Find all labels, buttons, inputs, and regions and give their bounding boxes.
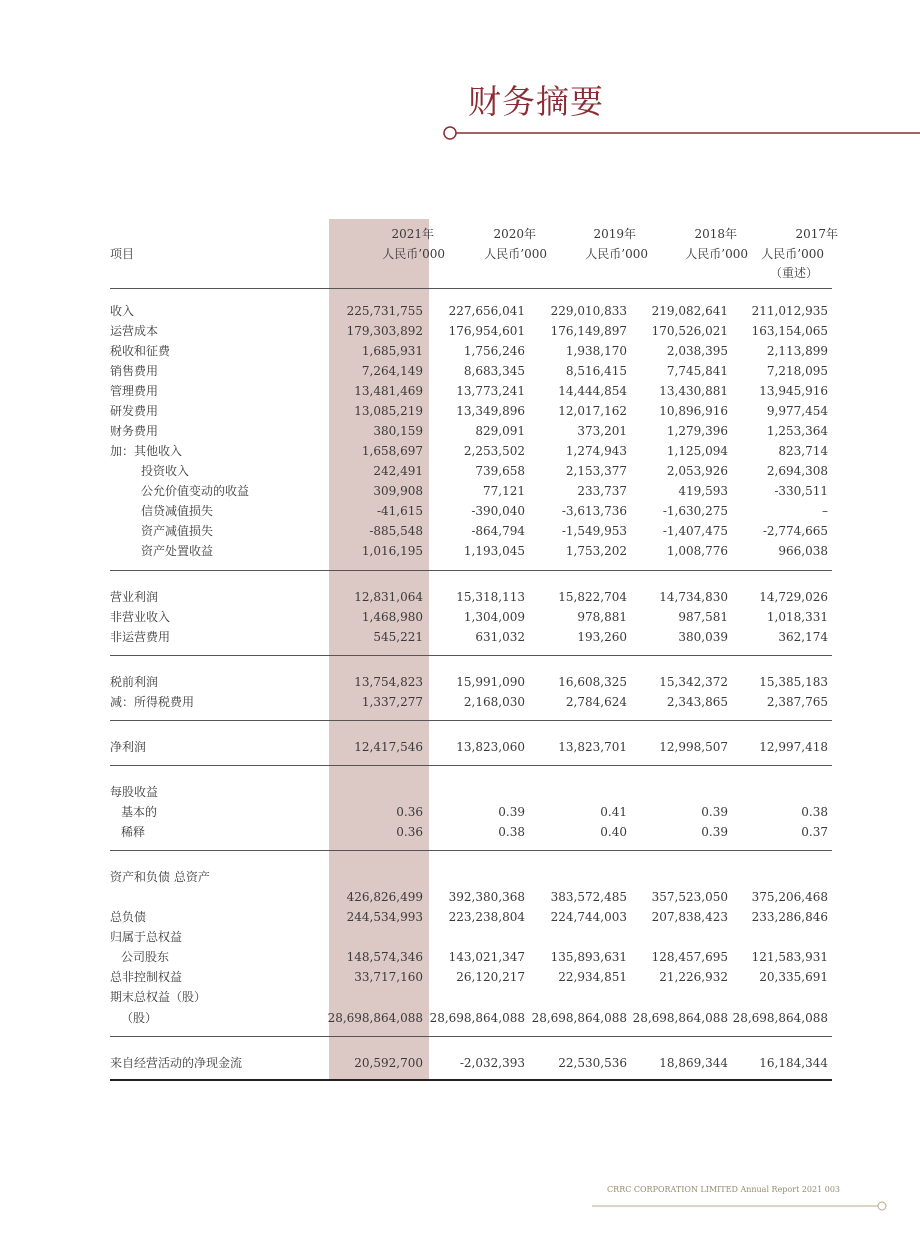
row-label: 期末总权益（股） bbox=[110, 990, 207, 1004]
section-rule bbox=[110, 765, 832, 766]
row-value-2020: 829,091 bbox=[475, 424, 525, 438]
row-value-2020: 26,120,217 bbox=[456, 970, 525, 984]
row-value-2018: 2,343,865 bbox=[666, 695, 728, 709]
row-value-2020: 28,698,864,088 bbox=[429, 1011, 525, 1025]
row-value-2019: 14,444,854 bbox=[558, 384, 627, 398]
row-label: 公司股东 bbox=[121, 950, 170, 964]
row-value-2018: 0.39 bbox=[701, 805, 728, 819]
row-value-2020: 176,954,601 bbox=[448, 324, 525, 338]
table-row bbox=[0, 361, 920, 381]
table-row bbox=[0, 501, 920, 521]
row-label: 总负债 bbox=[110, 910, 147, 924]
row-label: 财务费用 bbox=[110, 424, 159, 438]
row-value-2019: 978,881 bbox=[577, 610, 627, 624]
table-row bbox=[0, 587, 920, 607]
section-rule bbox=[110, 1036, 832, 1037]
row-value-2017: -2,774,665 bbox=[762, 524, 828, 538]
row-value-2021: -885,548 bbox=[369, 524, 423, 538]
row-value-2019: 2,153,377 bbox=[565, 464, 627, 478]
row-value-2020: 1,304,009 bbox=[463, 610, 525, 624]
row-label: 资产处置收益 bbox=[141, 544, 214, 558]
table-row bbox=[0, 521, 920, 541]
row-value-2021: 0.36 bbox=[396, 825, 423, 839]
row-value-2017: 211,012,935 bbox=[751, 304, 828, 318]
row-value-2020: 223,238,804 bbox=[448, 910, 525, 924]
row-value-2018: -1,630,275 bbox=[662, 504, 728, 518]
unit-header-2019: 人民币’000 bbox=[585, 247, 648, 261]
row-value-2017: 15,385,183 bbox=[759, 675, 828, 689]
row-value-2018: 128,457,695 bbox=[651, 950, 728, 964]
row-value-2017: 1,018,331 bbox=[766, 610, 828, 624]
row-value-2018: 207,838,423 bbox=[651, 910, 728, 924]
restated-note: （重述） bbox=[769, 266, 818, 280]
row-label: 运营成本 bbox=[110, 324, 159, 338]
table-row bbox=[0, 782, 920, 802]
row-value-2021: 380,159 bbox=[373, 424, 423, 438]
table-row bbox=[0, 461, 920, 481]
row-value-2019: 22,934,851 bbox=[558, 970, 627, 984]
row-label: 非运营费用 bbox=[110, 630, 171, 644]
row-value-2018: 170,526,021 bbox=[651, 324, 728, 338]
row-value-2019: 233,737 bbox=[577, 484, 627, 498]
row-value-2017: 1,253,364 bbox=[766, 424, 828, 438]
row-value-2018: 987,581 bbox=[678, 610, 728, 624]
row-value-2021: 309,908 bbox=[373, 484, 423, 498]
table-row bbox=[0, 441, 920, 461]
row-value-2019: 229,010,833 bbox=[550, 304, 627, 318]
row-label: 总非控制权益 bbox=[110, 970, 183, 984]
row-label: 信贷减值损失 bbox=[141, 504, 214, 518]
row-value-2017: 233,286,846 bbox=[751, 910, 828, 924]
row-value-2018: 28,698,864,088 bbox=[632, 1011, 728, 1025]
row-value-2020: 143,021,347 bbox=[448, 950, 525, 964]
row-value-2021: 7,264,149 bbox=[361, 364, 423, 378]
table-row bbox=[0, 672, 920, 692]
year-header-2020: 2020年 bbox=[493, 227, 536, 241]
table-bottom-rule bbox=[110, 1079, 832, 1081]
row-label: 稀释 bbox=[121, 825, 146, 839]
footer-rule-with-circle bbox=[592, 1200, 892, 1212]
footer-text: CRRC CORPORATION LIMITED Annual Report 2021 003 bbox=[607, 1185, 840, 1194]
row-label: 资产减值损失 bbox=[141, 524, 214, 538]
row-value-2021: 148,574,346 bbox=[346, 950, 423, 964]
table-row bbox=[0, 967, 920, 987]
row-value-2020: 1,756,246 bbox=[463, 344, 525, 358]
row-value-2021: 1,685,931 bbox=[361, 344, 423, 358]
row-value-2018: -1,407,475 bbox=[662, 524, 728, 538]
row-value-2018: 1,125,094 bbox=[666, 444, 728, 458]
row-label: 净利润 bbox=[110, 740, 147, 754]
row-value-2018: 1,008,776 bbox=[666, 544, 728, 558]
year-header-2018: 2018年 bbox=[694, 227, 737, 241]
row-value-2020: -390,040 bbox=[471, 504, 525, 518]
row-label: 营业利润 bbox=[110, 590, 159, 604]
row-value-2020: -2,032,393 bbox=[459, 1056, 525, 1070]
row-value-2017: 163,154,065 bbox=[751, 324, 828, 338]
row-value-2019: 193,260 bbox=[577, 630, 627, 644]
table-row bbox=[0, 627, 920, 647]
row-value-2019: 0.41 bbox=[600, 805, 627, 819]
row-value-2021: 0.36 bbox=[396, 805, 423, 819]
row-label: 公允价值变动的收益 bbox=[141, 484, 250, 498]
year-header-2021: 2021年 bbox=[391, 227, 434, 241]
row-value-2017: 12,997,418 bbox=[759, 740, 828, 754]
row-value-2018: 357,523,050 bbox=[651, 890, 728, 904]
table-row bbox=[0, 1053, 920, 1073]
row-value-2019: 1,938,170 bbox=[565, 344, 627, 358]
table-row bbox=[0, 607, 920, 627]
row-label: 收入 bbox=[110, 304, 135, 318]
item-header: 项目 bbox=[110, 247, 135, 261]
unit-header-2020: 人民币’000 bbox=[484, 247, 547, 261]
row-value-2020: 0.39 bbox=[498, 805, 525, 819]
row-value-2017: 2,387,765 bbox=[766, 695, 828, 709]
row-value-2018: 7,745,841 bbox=[666, 364, 728, 378]
row-label: 税前利润 bbox=[110, 675, 159, 689]
row-value-2019: 13,823,701 bbox=[558, 740, 627, 754]
row-label: 销售费用 bbox=[110, 364, 159, 378]
table-row bbox=[0, 907, 920, 927]
page-title: 财务摘要 bbox=[468, 82, 604, 121]
row-value-2019: 22,530,536 bbox=[558, 1056, 627, 1070]
unit-header-2021: 人民币’000 bbox=[382, 247, 445, 261]
row-value-2021: 1,468,980 bbox=[361, 610, 423, 624]
section-rule bbox=[110, 720, 832, 721]
row-value-2017: 362,174 bbox=[778, 630, 828, 644]
table-row bbox=[0, 692, 920, 712]
row-value-2020: 15,318,113 bbox=[456, 590, 525, 604]
table-row bbox=[0, 822, 920, 842]
row-label: 研发费用 bbox=[110, 404, 159, 418]
section-rule bbox=[110, 655, 832, 656]
row-value-2019: 383,572,485 bbox=[550, 890, 627, 904]
table-row bbox=[0, 737, 920, 757]
row-value-2020: 392,380,368 bbox=[448, 890, 525, 904]
table-row bbox=[0, 1008, 920, 1028]
section-rule bbox=[110, 850, 832, 851]
row-value-2019: 2,784,624 bbox=[565, 695, 627, 709]
row-value-2017: 28,698,864,088 bbox=[732, 1011, 828, 1025]
table-row bbox=[0, 947, 920, 967]
row-value-2019: 28,698,864,088 bbox=[531, 1011, 627, 1025]
row-value-2018: 12,998,507 bbox=[659, 740, 728, 754]
row-value-2021: 13,085,219 bbox=[354, 404, 423, 418]
row-label: 归属于总权益 bbox=[110, 930, 183, 944]
row-label: 来自经营活动的净现金流 bbox=[110, 1056, 243, 1070]
table-row bbox=[0, 541, 920, 561]
row-value-2017: 0.38 bbox=[801, 805, 828, 819]
table-row bbox=[0, 867, 920, 887]
row-value-2018: 380,039 bbox=[678, 630, 728, 644]
unit-header-2017: 人民币’000 bbox=[761, 247, 824, 261]
row-value-2021: 1,016,195 bbox=[361, 544, 423, 558]
row-value-2017: 966,038 bbox=[778, 544, 828, 558]
row-value-2018: 21,226,932 bbox=[659, 970, 728, 984]
row-value-2020: 2,253,502 bbox=[463, 444, 525, 458]
row-value-2020: 13,823,060 bbox=[456, 740, 525, 754]
row-value-2019: 135,893,631 bbox=[550, 950, 627, 964]
row-value-2021: 13,481,469 bbox=[354, 384, 423, 398]
row-value-2021: 33,717,160 bbox=[354, 970, 423, 984]
row-value-2021: 179,303,892 bbox=[346, 324, 423, 338]
row-label: 非营业收入 bbox=[110, 610, 171, 624]
row-value-2020: 631,032 bbox=[475, 630, 525, 644]
table-row bbox=[0, 381, 920, 401]
row-value-2018: 2,038,395 bbox=[666, 344, 728, 358]
unit-header-2018: 人民币’000 bbox=[685, 247, 748, 261]
section-rule bbox=[110, 570, 832, 571]
table-row bbox=[0, 481, 920, 501]
row-value-2019: 16,608,325 bbox=[558, 675, 627, 689]
row-value-2019: 373,201 bbox=[577, 424, 627, 438]
table-row bbox=[0, 887, 920, 907]
row-value-2020: 8,683,345 bbox=[463, 364, 525, 378]
row-value-2017: 375,206,468 bbox=[751, 890, 828, 904]
title-rule-with-circle bbox=[441, 124, 920, 142]
table-row bbox=[0, 802, 920, 822]
row-value-2021: 244,534,993 bbox=[346, 910, 423, 924]
row-value-2021: 426,826,499 bbox=[346, 890, 423, 904]
row-value-2017: 9,977,454 bbox=[766, 404, 828, 418]
row-label: 管理费用 bbox=[110, 384, 159, 398]
year-header-2019: 2019年 bbox=[593, 227, 636, 241]
row-value-2017: 20,335,691 bbox=[759, 970, 828, 984]
row-label: （股） bbox=[121, 1011, 158, 1025]
row-value-2018: 10,896,916 bbox=[659, 404, 728, 418]
row-value-2019: 176,149,897 bbox=[550, 324, 627, 338]
row-value-2020: 739,658 bbox=[475, 464, 525, 478]
row-value-2020: 0.38 bbox=[498, 825, 525, 839]
row-value-2021: 13,754,823 bbox=[354, 675, 423, 689]
row-value-2021: 28,698,864,088 bbox=[327, 1011, 423, 1025]
row-value-2019: -3,613,736 bbox=[561, 504, 627, 518]
row-label: 资产和负债 总资产 bbox=[110, 870, 210, 884]
row-value-2018: 419,593 bbox=[678, 484, 728, 498]
row-value-2017: – bbox=[822, 504, 828, 518]
table-row bbox=[0, 927, 920, 947]
row-value-2019: 15,822,704 bbox=[558, 590, 627, 604]
row-label: 税收和征费 bbox=[110, 344, 171, 358]
row-value-2018: 219,082,641 bbox=[651, 304, 728, 318]
table-row bbox=[0, 301, 920, 321]
row-label: 基本的 bbox=[121, 805, 158, 819]
row-value-2021: 12,417,546 bbox=[354, 740, 423, 754]
row-value-2021: 242,491 bbox=[373, 464, 423, 478]
row-value-2017: 0.37 bbox=[801, 825, 828, 839]
row-value-2018: 1,279,396 bbox=[666, 424, 728, 438]
header-rule bbox=[110, 288, 832, 289]
row-value-2021: 545,221 bbox=[373, 630, 423, 644]
row-value-2020: 15,991,090 bbox=[456, 675, 525, 689]
row-value-2020: 1,193,045 bbox=[463, 544, 525, 558]
row-value-2017: 2,113,899 bbox=[766, 344, 828, 358]
row-value-2019: 8,516,415 bbox=[565, 364, 627, 378]
row-value-2018: 0.39 bbox=[701, 825, 728, 839]
row-value-2018: 14,734,830 bbox=[659, 590, 728, 604]
row-value-2021: 1,337,277 bbox=[361, 695, 423, 709]
row-value-2017: 14,729,026 bbox=[759, 590, 828, 604]
row-value-2019: 12,017,162 bbox=[558, 404, 627, 418]
row-label: 投资收入 bbox=[141, 464, 190, 478]
row-value-2017: 2,694,308 bbox=[766, 464, 828, 478]
row-value-2019: 1,753,202 bbox=[565, 544, 627, 558]
row-value-2018: 18,869,344 bbox=[659, 1056, 728, 1070]
row-value-2021: 225,731,755 bbox=[346, 304, 423, 318]
row-value-2020: 13,773,241 bbox=[456, 384, 525, 398]
row-value-2019: -1,549,953 bbox=[561, 524, 627, 538]
table-row bbox=[0, 401, 920, 421]
row-value-2017: 121,583,931 bbox=[751, 950, 828, 964]
row-value-2021: -41,615 bbox=[376, 504, 423, 518]
row-value-2021: 1,658,697 bbox=[361, 444, 423, 458]
table-row bbox=[0, 321, 920, 341]
row-value-2017: 13,945,916 bbox=[759, 384, 828, 398]
table-row bbox=[0, 987, 920, 1007]
table-row bbox=[0, 421, 920, 441]
row-value-2019: 0.40 bbox=[600, 825, 627, 839]
row-value-2019: 1,274,943 bbox=[565, 444, 627, 458]
year-header-2017: 2017年 bbox=[795, 227, 838, 241]
row-value-2019: 224,744,003 bbox=[550, 910, 627, 924]
row-value-2020: -864,794 bbox=[471, 524, 525, 538]
row-value-2018: 13,430,881 bbox=[659, 384, 728, 398]
row-value-2020: 2,168,030 bbox=[463, 695, 525, 709]
row-label: 减：所得税费用 bbox=[110, 695, 195, 709]
row-value-2018: 2,053,926 bbox=[666, 464, 728, 478]
table-row bbox=[0, 341, 920, 361]
row-value-2018: 15,342,372 bbox=[659, 675, 728, 689]
row-value-2017: 16,184,344 bbox=[759, 1056, 828, 1070]
row-value-2021: 20,592,700 bbox=[354, 1056, 423, 1070]
row-value-2017: -330,511 bbox=[774, 484, 828, 498]
row-value-2017: 7,218,095 bbox=[766, 364, 828, 378]
row-label: 加：其他收入 bbox=[110, 444, 183, 458]
row-value-2020: 13,349,896 bbox=[456, 404, 525, 418]
row-value-2017: 823,714 bbox=[778, 444, 828, 458]
row-value-2021: 12,831,064 bbox=[354, 590, 423, 604]
row-value-2020: 227,656,041 bbox=[448, 304, 525, 318]
row-value-2020: 77,121 bbox=[483, 484, 525, 498]
row-label: 每股收益 bbox=[110, 785, 159, 799]
